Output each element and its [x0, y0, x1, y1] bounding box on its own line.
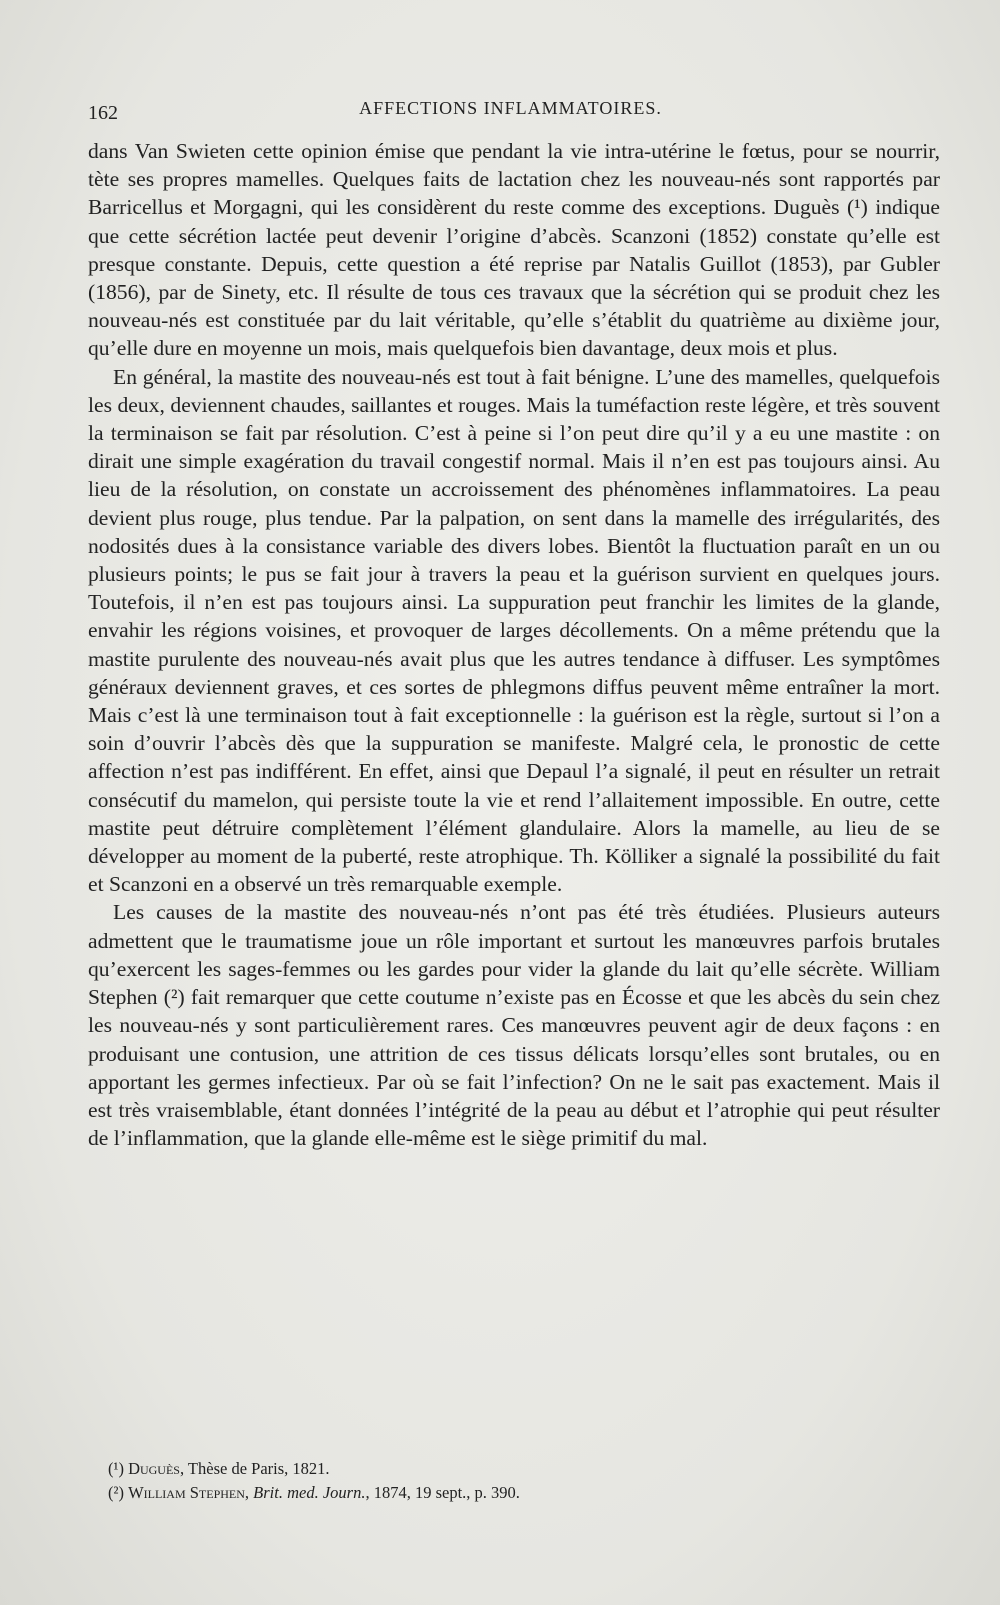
footnote-author: Duguès [128, 1459, 180, 1478]
running-title: AFFECTIONS INFLAMMATOIRES. [359, 98, 662, 118]
footnote-ref-1: (¹) [846, 195, 868, 220]
footnote-1: (¹) Duguès, Thèse de Paris, 1821. [108, 1459, 330, 1478]
paragraph-1: dans Van Swieten cette opinion émise que pendant la vie intra-utérine le fœtus, pour se nourrir, tète ses propres mamelles. Quelques faits de lactation chez les nouveau-nés sont rapportés par Barricellus et Morgagni, qui les considèrent du reste comme des exceptions. Duguès (¹) indique que cette sécrétion lactée peut devenir l’origine d’abcès. Scanzoni (1852) constate qu’elle est presque constante. Depuis, cette question a été reprise par Natalis Guillot (1853), par Gubler (1856), par de Sinety, etc. Il résulte de tous ces travaux que la sécrétion qui se produit chez les nouveau-nés est constituée par du lait véritable, qu’elle s’établit du quatrième au dixième jour, qu’elle dure en moyenne un mois, mais quelquefois bien davantage, deux mois et plus. [88, 139, 941, 361]
footnote-2: (²) William Stephen, Brit. med. Journ., 1874, 19 sept., p. 390. [108, 1483, 520, 1502]
paragraph-2: En général, la mastite des nouveau-nés est tout à fait bénigne. L’une des mamelles, quelquefois les deux, deviennent chaudes, saillantes et rouges. Mais la tuméfaction reste légère, et très souvent la terminaison se fait par résolution. C’est à peine si l’on peut dire qu’il y a eu une mastite : on dirait une simple exagération du travail congestif normal. Mais il n’en est pas toujours ainsi. Au lieu de la résolution, on constate un accroissement des phénomènes inflammatoires. La peau devient plus rouge, plus tendue. Par la palpation, on sent dans la mamelle des irrégularités, des nodosités dues à la consistance variable des divers lobes. Bientôt la fluctuation paraît en un ou plusieurs points; le pus se fait jour à travers la peau et la guérison survient en quelques jours. Toutefois, il n’en est pas toujours ainsi. La suppuration peut franchir les limites de la glande, envahir les régions voisines, et provoquer de larges décollements. On a même prétendu que la mastite purulente des nouveau-nés avait plus que les autres tendance à diffuser. Les symptômes généraux deviennent graves, et ces sortes de phlegmons diffus peuvent même entraîner la mort. Mais c’est là une terminaison tout à fait exceptionnelle : la guérison est la règle, surtout si l’on a soin d’ouvrir l’abcès dès que la suppuration se manifeste. Malgré cela, le pronostic de cette affection n’est pas indifférent. En effet, ainsi que Depaul l’a signalé, il peut en résulter un retrait consécutif du mamelon, qui persiste toute la vie et rend l’allaitement impossible. En outre, cette mastite peut détruire complètement l’élément glandulaire. Alors la mamelle, au lieu de se développer au moment de la puberté, reste atrophique. Th. Kölliker a signalé la possibilité du fait et Scanzoni en a observé un très remarquable exemple. [88, 364, 940, 897]
paragraph-3: Les causes de la mastite des nouveau-nés n’ont pas été très étudiées. Plusieurs auteurs admettent que le traumatisme joue un rôle important et surtout les manœuvres parfois brutales qu’exercent les sages-femmes ou les gardes pour vider la glande du lait qu’elle sécrète. William Stephen (²) fait remarquer que cette coutume n’existe pas en Écosse et que les abcès du sein chez les nouveau-nés y sont particulièrement rares. Ces manœuvres peuvent agir de deux façons : en produisant une contusion, une attrition de ces tissus délicats lorsqu’elles sont brutales, ou en apportant les germes infectieux. Par où se fait l’infection? On ne le sait pas exactement. Mais il est très vraisemblable, étant données l’intégrité de la peau au début et l’atrophie qui peut résulter de l’inflammation, que la glande elle-même est le siège primitif du mal. [88, 900, 940, 1151]
page-header [88, 96, 933, 126]
footnote-author: William Stephen [128, 1483, 245, 1502]
footnotes [108, 1457, 928, 1505]
page-number: 162 [88, 102, 118, 124]
footnote-journal: Brit. med. Journ. [253, 1483, 366, 1502]
footnote-ref-2: (²) [163, 985, 185, 1010]
body-text [88, 137, 940, 1152]
